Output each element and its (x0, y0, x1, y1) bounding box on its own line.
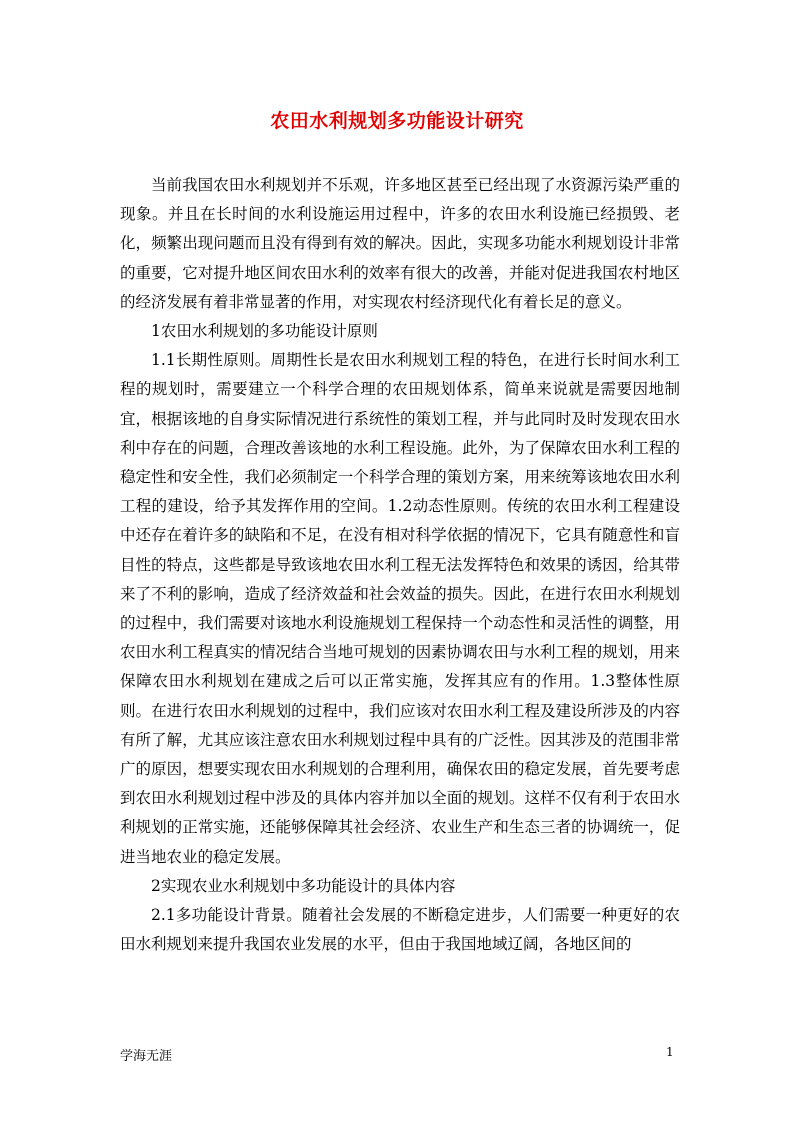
principles-paragraph: 1.1长期性原则。周期性长是农田水利规划工程的特色，在进行长时间水利工程的规划时，需要建立一个科学合理的农田规划体系，简单来说就是需要因地制宜，根据该地的自身实际情况进行系统性的策划工程，并与此同时及时发现农田水利中存在的问题，合理改善该地的水利工程设施。此外，为了保障农田水利工程的稳定性和安全性，我们必须制定一个科学合理的策划方案，用来统筹该地农田水利工程的建设，给予其发挥作用的空间。1.2动态性原则。传统的农田水利工程建设中还存在着许多的缺陷和不足，在没有相对科学依据的情况下，它具有随意性和盲目性的特点，这些都是导致该地农田水利工程无法发挥特色和效果的诱因，给其带来了不利的影响，造成了经济效益和社会效益的损失。因此，在进行农田水利规划的过程中，我们需要对该地水利设施规划工程保持一个动态性和灵活性的调整，用农田水利工程真实的情况结合当地可规划的因素协调农田与水利工程的规划，用来保障农田水利规划在建成之后可以正常实施，发挥其应有的作用。1.3整体性原则。在进行农田水利规划的过程中，我们应该对农田水利工程及建设所涉及的内容有所了解，尤其应该注意农田水利规划过程中具有的广泛性。因其涉及的范围非常广的原因，想要实现农田水利规划的合理利用，确保农田的稳定发展，首先要考虑到农田水利规划过程中涉及的具体内容并加以全面的规划。这样不仅有利于农田水利规划的正常实施，还能够保障其社会经济、农业生产和生态三者的协调统一，促进当地农业的稳定发展。 (120, 351, 680, 866)
section-heading-2: 2实现农业水利规划中多功能设计的具体内容 (151, 876, 456, 895)
page-number: 1 (666, 1045, 674, 1059)
document-title: 农田水利规划多功能设计研究 (270, 110, 524, 132)
footer-motto: 学海无涯 (120, 1049, 173, 1064)
section-heading-1: 1农田水利规划的多功能设计原则 (151, 322, 378, 341)
background-paragraph: 2.1多功能设计背景。随着社会发展的不断稳定进步，人们需要一种更好的农田水利规划来提升我国农业发展的水平，但由于我国地域辽阔，各地区间的 (120, 906, 680, 954)
intro-paragraph: 当前我国农田水利规划并不乐观，许多地区甚至已经出现了水资源污染严重的现象。并且在长时间的水利设施运用过程中，许多的农田水利设施已经损毁、老化，频繁出现问题而且没有得到有效的解决。因此，实现多功能水利规划设计非常的重要，它对提升地区间农田水利的效率有很大的改善，并能对促进我国农村地区的经济发展有着非常显著的作用，对实现农村经济现代化有着长足的意义。 (120, 176, 680, 311)
document-body (120, 171, 680, 959)
